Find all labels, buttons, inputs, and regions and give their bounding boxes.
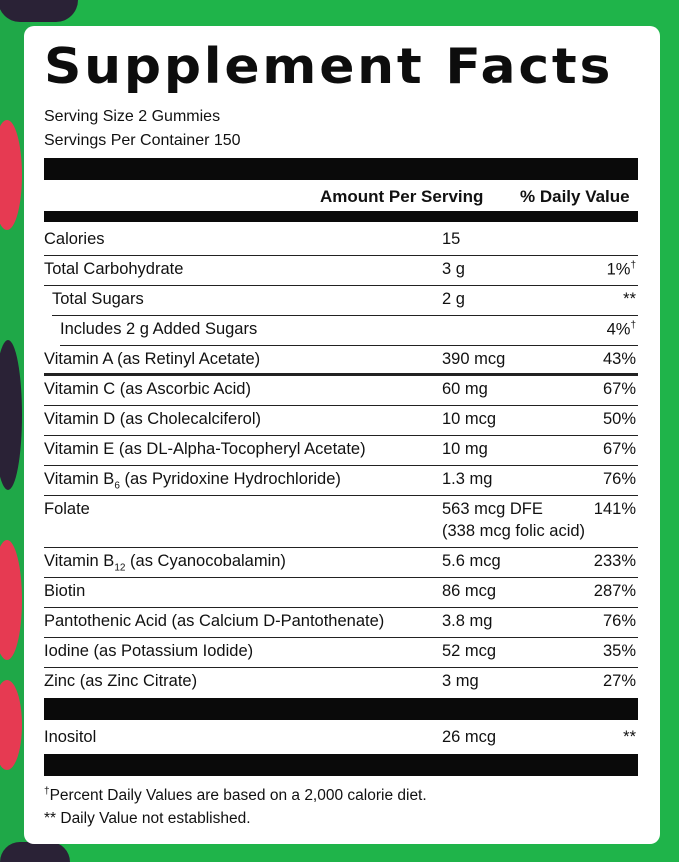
nutrient-row: Inositol 26 mcg ** [44, 728, 636, 746]
thick-divider [44, 158, 638, 180]
thick-divider [44, 698, 638, 720]
blackberry-decoration [0, 842, 70, 862]
thick-divider [44, 754, 638, 776]
supplement-facts-panel [24, 26, 660, 844]
nutrient-row: Vitamin E (as DL-Alpha-Tocopheryl Acetate) 10 mg 67% [44, 440, 638, 466]
nutrient-row: Folate 563 mcg DFE (338 mcg folic acid) 141% [44, 500, 638, 548]
nutrient-row: Vitamin A (as Retinyl Acetate) 390 mcg 43% [44, 350, 638, 376]
nutrient-row: Includes 2 g Added Sugars 4%† [60, 320, 638, 346]
medium-divider [44, 211, 638, 222]
panel-title: Supplement Facts [44, 38, 614, 95]
footnote-not-established: ** Daily Value not established. [44, 810, 251, 827]
nutrient-row: Calories 15 [44, 230, 638, 256]
nutrient-row: Vitamin C (as Ascorbic Acid) 60 mg 67% [44, 380, 638, 406]
nutrient-row: Pantothenic Acid (as Calcium D-Pantothenate) 3.8 mg 76% [44, 612, 638, 638]
nutrient-row: Biotin 86 mcg 287% [44, 582, 638, 608]
column-header-amount: Amount Per Serving [320, 187, 484, 206]
footnote-daily-value: †Percent Daily Values are based on a 2,000 calorie diet. [44, 786, 427, 805]
nutrient-row: Zinc (as Zinc Citrate) 3 mg 27% [44, 672, 636, 690]
column-header-daily-value: % Daily Value [520, 187, 630, 206]
nutrient-row: Vitamin D (as Cholecalciferol) 10 mcg 50% [44, 410, 638, 436]
servings-per-container: Servings Per Container 150 [44, 132, 241, 149]
blackberry-decoration [0, 0, 78, 22]
serving-size: Serving Size 2 Gummies [44, 108, 221, 125]
nutrient-row: Total Sugars 2 g ** [52, 290, 638, 316]
nutrient-row: Vitamin $B_6$ (as Pyridoxine Hydrochloride) 1.3 mg 76% [44, 470, 638, 496]
nutrient-row: Iodine (as Potassium Iodide) 52 mcg 35% [44, 642, 638, 668]
nutrient-row: Total Carbohydrate 3 g 1%† [44, 260, 638, 286]
nutrient-row: Vitamin $B_{12}$ (as Cyanocobalamin) 5.6 mcg 233% [44, 552, 638, 578]
